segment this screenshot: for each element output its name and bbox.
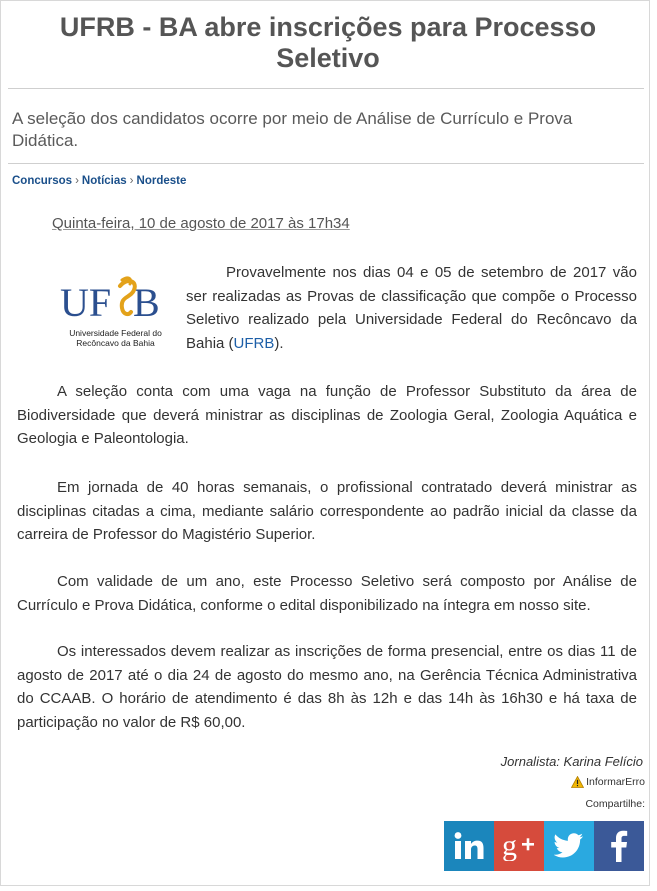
ufrb-logo-caption xyxy=(58,328,173,348)
breadcrumb xyxy=(12,175,186,187)
paragraph-4 xyxy=(17,570,637,617)
ufrb-link[interactable]: UFRB xyxy=(233,334,275,352)
paragraph-5 xyxy=(17,640,637,734)
linkedin-icon xyxy=(453,831,485,861)
article-date: Quinta-feira, 10 de agosto de 2017 às 17h34 xyxy=(52,215,350,232)
report-error-link[interactable] xyxy=(571,776,645,788)
author-credit: Jornalista: Karina Felício xyxy=(500,754,643,769)
chevron-right-icon: › xyxy=(129,175,134,187)
paragraph-2-text: A seleção conta com uma vaga na função de Professor Substituto da área de Biodiversidade que deverá ministrar as disciplinas de Zoologia Geral, Zoologia Aquática e Geologia e Paleontologia. xyxy=(17,383,637,447)
paragraph-2 xyxy=(17,380,637,451)
share-buttons xyxy=(444,821,644,871)
paragraph-1-text: Provavelmente nos dias 04 e 05 de setembro de 2017 vão ser realizadas as Provas de classificação que compõe o Processo Seletivo realizado pela Universidade Federal do Recôncavo da Bahia ( xyxy=(186,264,637,352)
chevron-right-icon: › xyxy=(75,175,79,187)
paragraph-1-end: ). xyxy=(274,334,284,352)
twitter-icon xyxy=(554,833,584,859)
article-subtitle: A seleção dos candidatos ocorre por meio de Análise de Currículo e Prova Didática. xyxy=(12,109,573,150)
paragraph-3 xyxy=(17,476,637,547)
breadcrumb-nordeste[interactable]: Nordeste xyxy=(136,175,187,187)
ufrb-logo-mark xyxy=(58,276,173,326)
google-plus-share-button[interactable] xyxy=(494,821,544,871)
ufrb-logo xyxy=(58,276,173,356)
breadcrumb-concursos[interactable]: Concursos xyxy=(12,175,73,187)
logo-caption-line1: Universidade Federal do xyxy=(69,328,162,338)
share-label: Compartilhe: xyxy=(585,798,645,810)
facebook-icon xyxy=(610,830,628,862)
twitter-share-button[interactable] xyxy=(544,821,594,871)
paragraph-5-text: Os interessados devem realizar as inscrições de forma presencial, entre os dias 11 de agosto de 2017 até o dia 24 de agosto do mesmo ano, na Gerência Técnica Administrativa do CCAAB. O horário de atendimento é das 8h às 12h e das 14h às 16h30 e há taxa de participação no valor de R$ 60,00. xyxy=(17,643,637,731)
article-title: UFRB - BA abre inscrições para Processo Seletivo xyxy=(59,12,597,73)
paragraph-1 xyxy=(186,261,637,355)
paragraph-3-text: Em jornada de 40 horas semanais, o profissional contratado deverá ministrar as disciplinas citadas a cima, mediante salário correspondente ao padrão inicial da classe da carreira de Professor do Magistério Superior. xyxy=(17,479,637,543)
breadcrumb-noticias[interactable]: Notícias xyxy=(81,175,127,187)
logo-caption-line2: Recôncavo da Bahia xyxy=(76,338,155,348)
facebook-share-button[interactable] xyxy=(594,821,644,871)
linkedin-share-button[interactable] xyxy=(444,821,494,871)
google-plus-icon xyxy=(502,831,536,861)
report-error-label: InformarErro xyxy=(586,776,645,788)
svg-text:g: g xyxy=(502,831,517,861)
svg-text:UF: UF xyxy=(60,280,112,325)
warning-icon xyxy=(571,776,584,788)
svg-text:B: B xyxy=(133,280,160,325)
paragraph-4-text: Com validade de um ano, este Processo Seletivo será composto por Análise de Currículo e Prova Didática, conforme o edital disponibilizado na íntegra em nosso site. xyxy=(17,573,637,614)
subtitle-divider xyxy=(8,163,644,164)
title-divider xyxy=(8,88,644,89)
